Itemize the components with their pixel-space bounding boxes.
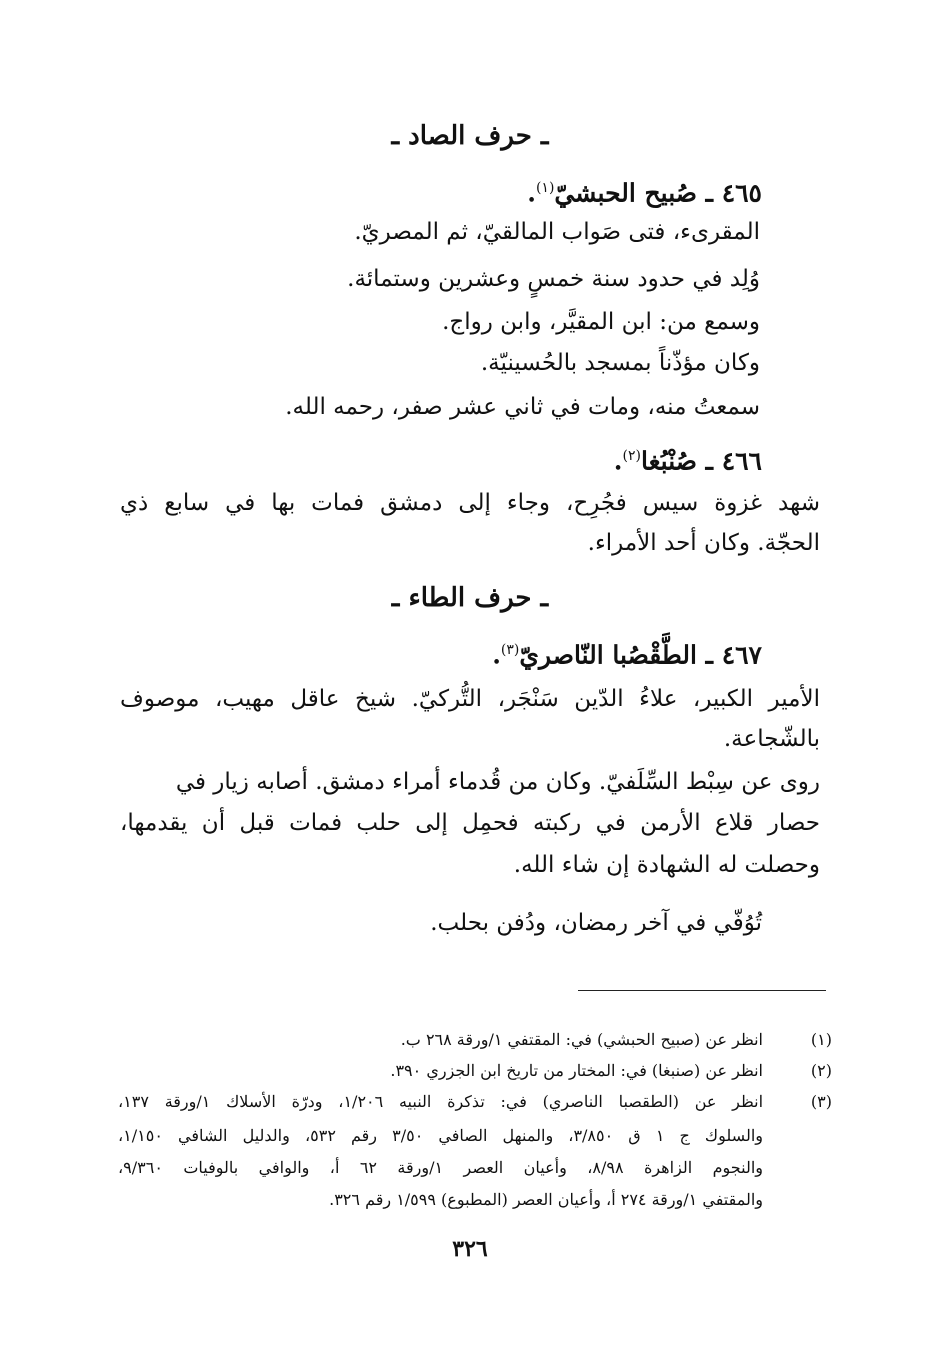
entry-467-line-2: بالشّجاعة. <box>723 726 820 752</box>
entry-465-line-5: سمعتُ منه، ومات في ثاني عشر صفر، رحمه الله. <box>285 394 760 420</box>
footnote-1-text: انظر عن (صبيح الحبشي) في: المقتفي ١/ورقة ٢٦٨ ب. <box>400 1030 763 1049</box>
entry-465-line-4: وكان مؤذّناً بمسجد بالحُسينيّة. <box>480 350 760 376</box>
entry-465-title: ٤٦٥ ـ صُبيح الحبشيّ <box>554 178 762 208</box>
entry-465-line-1: المقرىء، فتى صَواب المالقيّ، ثم المصريّ. <box>354 219 760 245</box>
footnote-2-number: (٢) <box>810 1061 832 1080</box>
entry-466-line-1: شهد غزوة سيس فجُرِح، وجاء إلى دمشق فمات بها في سابع ذي <box>120 490 820 516</box>
entry-467-title: ٤٦٧ ـ الطَّقْصُبا النّاصريّ <box>519 640 762 670</box>
entry-467-line-4: حصار قلاع الأرمن في ركبته فحمِل إلى حلب فمات قبل أن يقدمها، <box>120 810 820 836</box>
entry-467-heading <box>492 632 762 673</box>
section-title-sad: ـ حرف الصاد ـ <box>391 121 549 151</box>
entry-466-footnote-ref: (٢) <box>622 448 641 464</box>
entry-465-line-3: وسمع من: ابن المقيَّر، وابن رواج. <box>442 309 760 335</box>
footnote-3-line-3: والنجوم الزاهرة ٨/٩٨، وأعيان العصر ١/ورقة ٦٢ أ، والوافي بالوفيات ٩/٣٦٠، <box>118 1158 763 1177</box>
entry-467-line-6: تُوُفّي في آخر رمضان، ودُفن بحلب. <box>430 910 762 936</box>
entry-465-heading <box>527 170 762 211</box>
entry-466-heading <box>614 438 762 479</box>
footnote-3-line-4: والمقتفي ١/ورقة ٢٧٤ أ، وأعيان العصر (المطبوع) ١/٥٩٩ رقم ٣٢٦. <box>329 1190 763 1209</box>
footnote-separator <box>578 990 826 991</box>
footnote-3-line-2: والسلوك ج ١ ق ٣/٨٥٠، والمنهل الصافي ٣/٥٠ رقم ٥٣٢، والدليل الشافي ١/١٥٠، <box>118 1126 763 1145</box>
entry-466-title: ٤٦٦ ـ صُنْبُغا <box>640 446 762 476</box>
entry-466-period: . <box>613 446 623 476</box>
page-number: ٣٢٦ <box>452 1236 488 1262</box>
section-title-ta: ـ حرف الطاء ـ <box>391 583 549 613</box>
entry-467-footnote-ref: (٣) <box>500 642 520 658</box>
entry-467-period: . <box>492 640 501 670</box>
entry-467-line-1: الأمير الكبير، علاءُ الدّين سَنْجَر، التُّركيّ. شيخ عاقل مهيب، موصوف <box>120 686 820 712</box>
entry-467-line-3: روى عن سِبْط السِّلَفيّ. وكان من قُدماء أمراء دمشق. أصابه زيار في <box>175 769 820 795</box>
footnote-2-text: انظر عن (صنبغا) في: المختار من تاريخ ابن الجزري ٣٩٠. <box>390 1061 763 1080</box>
entry-467-line-5: وحصلت له الشهادة إن شاء الله. <box>513 852 820 878</box>
entry-465-footnote-ref: (١) <box>535 180 555 196</box>
footnote-1-number: (١) <box>810 1030 832 1049</box>
entry-466-line-2: الحجّة. وكان أحد الأمراء. <box>587 530 820 556</box>
entry-465-period: . <box>527 178 536 208</box>
footnote-3-number: (٣) <box>810 1092 832 1111</box>
entry-465-line-2: وُلِد في حدود سنة خمسٍ وعشرين وستمائة. <box>347 266 760 292</box>
footnote-3-line-1: انظر عن (الطقصبا الناصري) في: تذكرة النبيه ١/٢٠٦، ودرّة الأسلاك ١/ورقة ١٣٧، <box>118 1092 764 1111</box>
